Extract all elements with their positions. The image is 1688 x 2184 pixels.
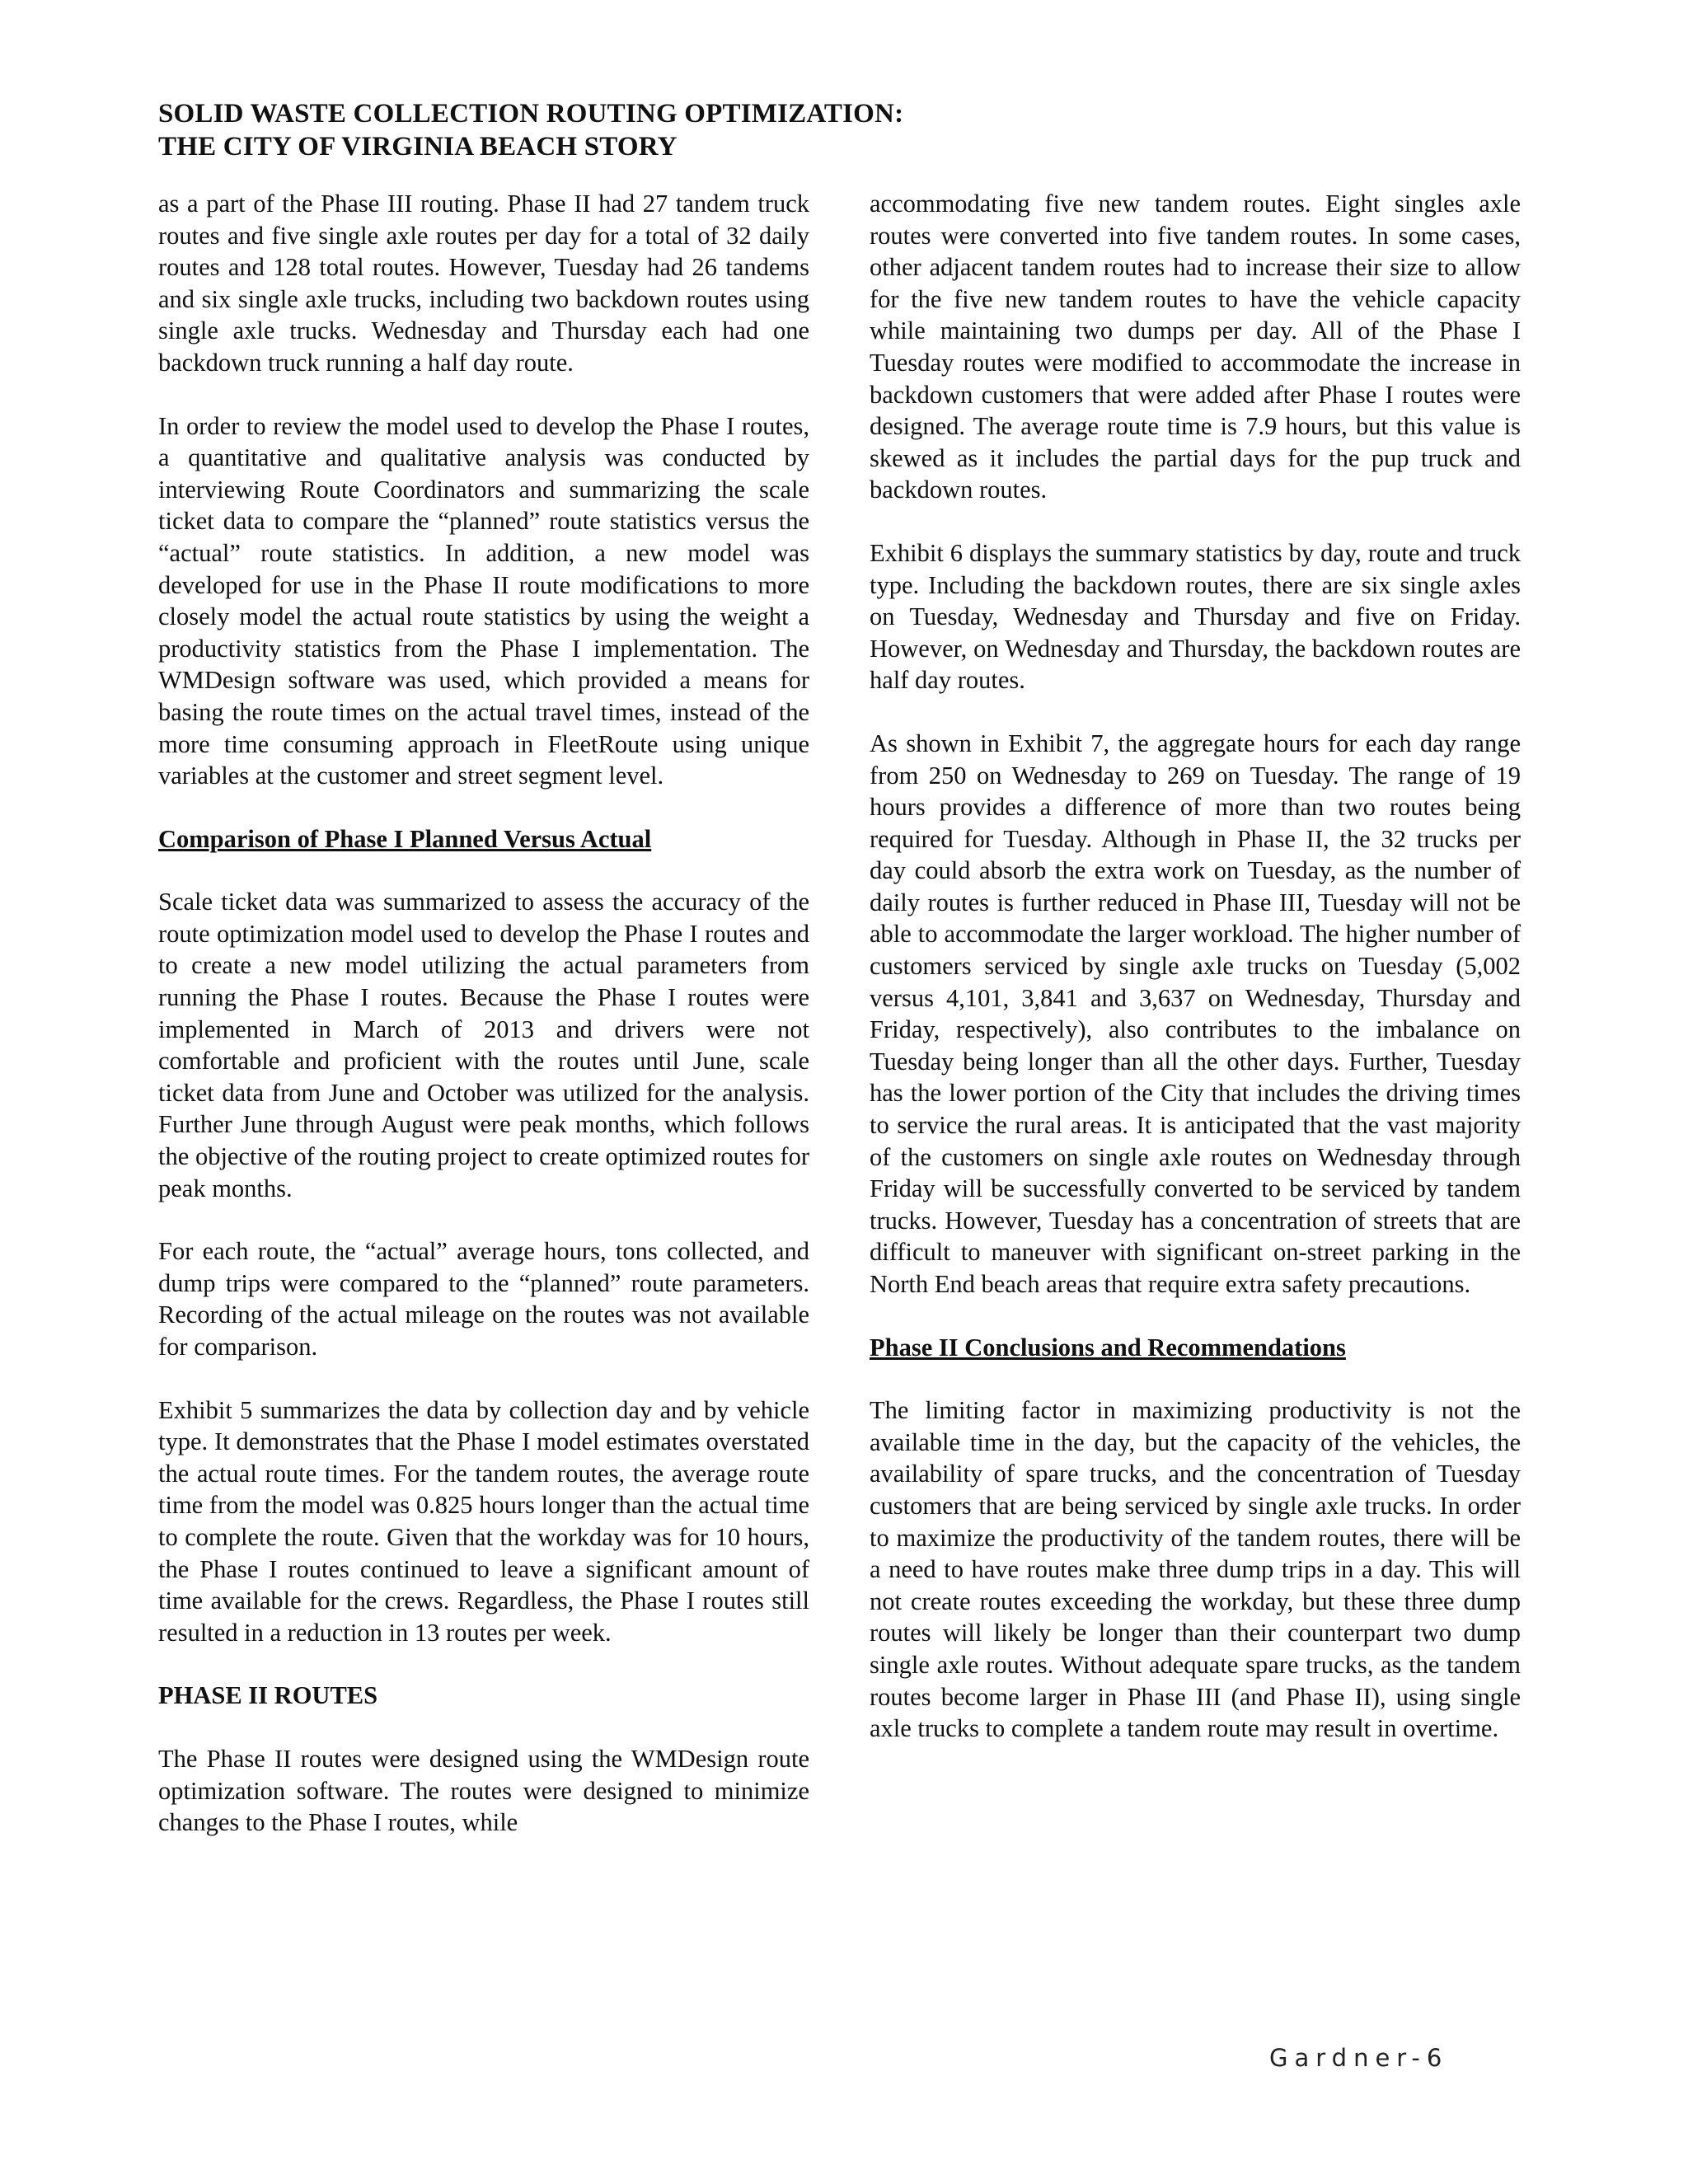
paragraph: The limiting factor in maximizing productivity is not the available time in the day, but the capacity of the vehicles, the availability of spare trucks, and the concentration of Tuesday customers that are being serviced by single axle trucks. In order to maximize the productivity of the tandem routes, there will be a need to have routes make three dump trips in a day. This will not create routes exceeding the workday, but these three dump routes will likely be longer than their counterpart two dump single axle routes. Without adequate spare trucks, as the tandem routes become larger in Phase III (and Phase II), using single axle trucks to complete a tandem route may result in overtime. (870, 1396, 1521, 1743)
header-line-2: THE CITY OF VIRGINIA BEACH STORY (158, 132, 678, 162)
paragraph: The Phase II routes were designed using the WMDesign route optimization software. The routes were designed to minimize changes to the Phase I routes, while (158, 1744, 809, 1837)
paragraph: Exhibit 6 displays the summary statistics by day, route and truck type. Including the backdown routes, there are six single axles on Tuesday, Wednesday and Thursday and five on Friday. However, on Wednesday and Thursday, the backdown routes are half day routes. (870, 538, 1521, 695)
paragraph: As shown in Exhibit 7, the aggregate hours for each day range from 250 on Wednesday to 269 on Tuesday. The range of 19 hours provides a difference of more than two routes being required for Tuesday. Although in Phase II, the 32 trucks per day could absorb the extra work on Tuesday, as the number of daily routes is further reduced in Phase III, Tuesday will not be able to accommodate the larger workload. The higher number of customers serviced by single axle trucks on Tuesday (5,002 versus 4,101, 3,841 and 3,637 on Wednesday, Thursday and Friday, respectively), also contributes to the imbalance on Tuesday being longer than all the other days. Further, Tuesday has the lower portion of the City that includes the driving times to service the rural areas. It is anticipated that the vast majority of the customers on single axle routes on Wednesday through Friday will be successfully converted to be serviced by tandem trucks. However, Tuesday has a concentration of streets that are difficult to maneuver with significant on-street parking in the North End beach areas that require extra safety precautions. (870, 729, 1521, 1298)
left-column (158, 188, 809, 1870)
section-heading: PHASE II ROUTES (158, 1681, 378, 1710)
paragraph: Exhibit 5 summarizes the data by collection day and by vehicle type. It demonstrates that the Phase I model estimates overstated the actual route times. For the tandem routes, the average route time from the model was 0.825 hours longer than the actual time to complete the route. Given that the workday was for 10 hours, the Phase I routes continued to leave a significant amount of time available for the crews. Regardless, the Phase I routes still resulted in a reduction in 13 routes per week. (158, 1395, 809, 1647)
paragraph: For each route, the “actual” average hours, tons collected, and dump trips were compared to the “planned” route parameters. Recording of the actual mileage on the routes was not available for comparison. (158, 1237, 809, 1361)
paragraph: as a part of the Phase III routing. Phase II had 27 tandem truck routes and five single axle routes per day for a total of 32 daily routes and 128 total routes. However, Tuesday had 26 tandems and six single axle trucks, including two backdown routes using single axle trucks. Wednesday and Thursday each had one backdown truck running a half day route. (158, 190, 809, 377)
running-header (158, 97, 1559, 163)
right-column (870, 188, 1521, 1776)
section-heading: Comparison of Phase I Planned Versus Actual (158, 824, 652, 853)
header-line-1: SOLID WASTE COLLECTION ROUTING OPTIMIZATION: (158, 99, 904, 129)
paragraph: Scale ticket data was summarized to assess the accuracy of the route optimization model used to develop the Phase I routes and to create a new model utilizing the actual parameters from running the Phase I routes. Because the Phase I routes were implemented in March of 2013 and drivers were not comfortable and proficient with the routes until June, scale ticket data from June and October was utilized for the analysis. Further June through August were peak months, which follows the objective of the routing project to create optimized routes for peak months. (158, 888, 809, 1202)
section-heading: Phase II Conclusions and Recommendations (870, 1333, 1346, 1361)
paragraph: accommodating five new tandem routes. Eight singles axle routes were converted into five tandem routes. In some cases, other adjacent tandem routes had to increase their size to allow for the five new tandem routes to have the vehicle capacity while maintaining two dumps per day. All of the Phase I Tuesday routes were modified to accommodate the increase in backdown customers that were added after Phase I routes were designed. The average route time is 7.9 hours, but this value is skewed as it includes the partial days for the pup truck and backdown routes. (870, 190, 1521, 504)
paragraph: In order to review the model used to develop the Phase I routes, a quantitative and qualitative analysis was conducted by interviewing Route Coordinators and summarizing the scale ticket data to compare the “planned” route statistics versus the “actual” route statistics. In addition, a new model was developed for use in the Phase II route modifications to more closely model the actual route statistics by using the weight a productivity statistics from the Phase I implementation. The WMDesign software was used, which provided a means for basing the route times on the actual travel times, instead of the more time consuming approach in FleetRoute using unique variables at the customer and street segment level. (158, 411, 809, 790)
page-footer: Gardner-6 (1269, 2044, 1449, 2072)
